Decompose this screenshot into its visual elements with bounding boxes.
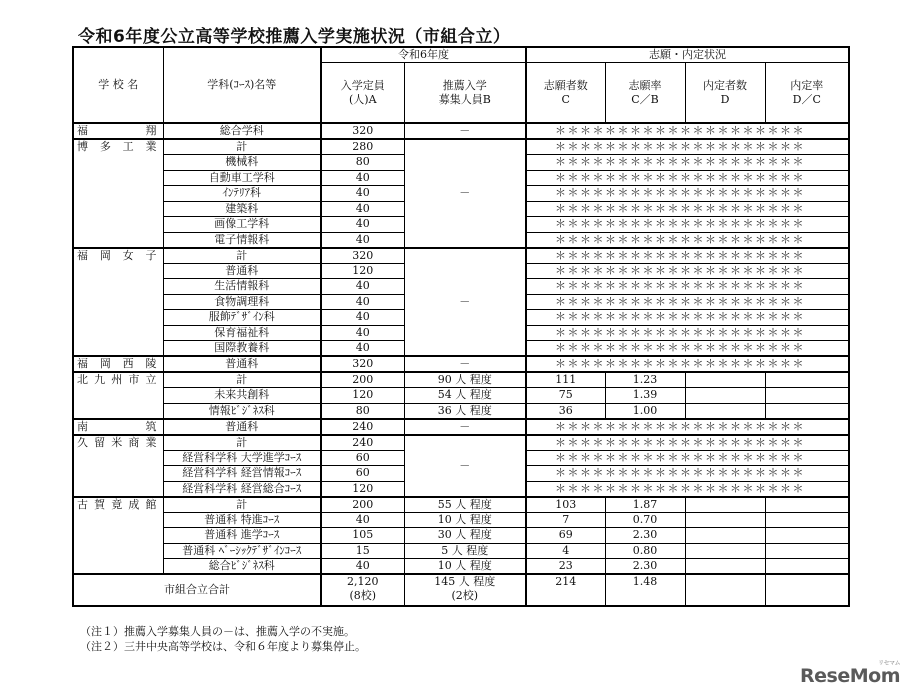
- decided-rate-value: [765, 403, 849, 419]
- resemom-logo: [800, 660, 900, 687]
- decided-value: [685, 372, 765, 388]
- recruit-value: 10 人 程度: [404, 559, 526, 575]
- school-name-empty: [73, 232, 163, 248]
- school-name-empty: [73, 294, 163, 310]
- applicants-value: 36: [526, 403, 605, 419]
- header-group-status: 志願・内定状況: [526, 47, 849, 63]
- recruit-value: －: [404, 123, 526, 139]
- app-rate-value: 1.23: [605, 372, 685, 388]
- table-row: [73, 356, 849, 372]
- course-name: 電子情報科: [163, 232, 321, 248]
- capacity-value: 40: [321, 279, 404, 295]
- applicants-value: 23: [526, 559, 605, 575]
- logo-text: ReseMom: [800, 665, 900, 687]
- capacity-value: 40: [321, 170, 404, 186]
- course-name: 普通科 進学ｺｰｽ: [163, 528, 321, 544]
- school-name-empty: [73, 543, 163, 559]
- school-name: 福岡西陵: [73, 356, 163, 372]
- decided-rate-value: [765, 559, 849, 575]
- applicants-value: 4: [526, 543, 605, 559]
- masked-status: ＊＊＊＊＊＊＊＊＊＊＊＊＊＊＊＊＊＊＊＊: [526, 450, 849, 466]
- app-rate-value: 1.39: [605, 388, 685, 404]
- decided-rate-value: [765, 497, 849, 513]
- masked-status: ＊＊＊＊＊＊＊＊＊＊＊＊＊＊＊＊＊＊＊＊: [526, 170, 849, 186]
- school-name-empty: [73, 388, 163, 404]
- capacity-value: 40: [321, 310, 404, 326]
- masked-status: ＊＊＊＊＊＊＊＊＊＊＊＊＊＊＊＊＊＊＊＊: [526, 419, 849, 435]
- course-name: 計: [163, 139, 321, 155]
- school-name-empty: [73, 325, 163, 341]
- capacity-value: 320: [321, 356, 404, 372]
- total-recruit: 145 人 程度 (2校): [404, 574, 526, 606]
- masked-status: ＊＊＊＊＊＊＊＊＊＊＊＊＊＊＊＊＊＊＊＊: [526, 466, 849, 482]
- school-name-empty: [73, 155, 163, 171]
- table-row: [73, 388, 849, 404]
- course-name: 計: [163, 248, 321, 264]
- applicants-value: 111: [526, 372, 605, 388]
- recruit-value: 30 人 程度: [404, 528, 526, 544]
- applicants-value: 69: [526, 528, 605, 544]
- app-rate-value: 1.00: [605, 403, 685, 419]
- school-name-empty: [73, 403, 163, 419]
- school-name-empty: [73, 512, 163, 528]
- course-name: 保育福祉科: [163, 325, 321, 341]
- course-name: 経営科学科 大学進学ｺｰｽ: [163, 450, 321, 466]
- header-school: 学 校 名: [98, 78, 139, 91]
- capacity-value: 40: [321, 559, 404, 575]
- decided-value: [685, 559, 765, 575]
- school-name-empty: [73, 528, 163, 544]
- total-applicants: 214: [526, 574, 605, 606]
- school-name-empty: [73, 450, 163, 466]
- capacity-value: 200: [321, 497, 404, 513]
- course-name: ｲﾝﾃﾘｱ科: [163, 186, 321, 202]
- course-name: 経営科学科 経営情報ｺｰｽ: [163, 466, 321, 482]
- course-name: 建築科: [163, 201, 321, 217]
- logo-tag: リセマム: [878, 660, 900, 667]
- decided-value: [685, 512, 765, 528]
- table-row: [73, 435, 849, 451]
- table-row: [73, 123, 849, 139]
- masked-status: ＊＊＊＊＊＊＊＊＊＊＊＊＊＊＊＊＊＊＊＊: [526, 232, 849, 248]
- course-name: 総合学科: [163, 123, 321, 139]
- masked-status: ＊＊＊＊＊＊＊＊＊＊＊＊＊＊＊＊＊＊＊＊: [526, 341, 849, 357]
- table-row: [73, 559, 849, 575]
- app-rate-value: 0.80: [605, 543, 685, 559]
- capacity-value: 240: [321, 435, 404, 451]
- total-label: 市組合立合計: [73, 574, 321, 606]
- capacity-value: 15: [321, 543, 404, 559]
- recruit-value: 36 人 程度: [404, 403, 526, 419]
- recruit-value: －: [404, 248, 526, 357]
- course-name: 経営科学科 経営総合ｺｰｽ: [163, 481, 321, 497]
- applicants-value: 75: [526, 388, 605, 404]
- admission-table: [72, 46, 850, 607]
- total-decided-rate: [765, 574, 849, 606]
- table-row: [73, 248, 849, 264]
- total-row: [73, 574, 849, 606]
- course-name: 計: [163, 435, 321, 451]
- capacity-value: 60: [321, 450, 404, 466]
- school-name-empty: [73, 263, 163, 279]
- school-name-empty: [73, 279, 163, 295]
- masked-status: ＊＊＊＊＊＊＊＊＊＊＊＊＊＊＊＊＊＊＊＊: [526, 201, 849, 217]
- header-course: 学科(ｺｰｽ)名等: [163, 47, 321, 123]
- table-row: [73, 372, 849, 388]
- course-name: 情報ﾋﾞｼﾞﾈｽ科: [163, 403, 321, 419]
- decided-value: [685, 497, 765, 513]
- capacity-value: 320: [321, 248, 404, 264]
- capacity-value: 40: [321, 325, 404, 341]
- note-2: （注２）三井中央高等学校は、令和６年度より募集停止。: [80, 640, 366, 653]
- masked-status: ＊＊＊＊＊＊＊＊＊＊＊＊＊＊＊＊＊＊＊＊: [526, 481, 849, 497]
- school-name: 福岡女子: [73, 248, 163, 264]
- total-decided: [685, 574, 765, 606]
- recruit-value: 54 人 程度: [404, 388, 526, 404]
- header-decided: 内定者数 D: [685, 63, 765, 123]
- decided-rate-value: [765, 543, 849, 559]
- capacity-value: 40: [321, 341, 404, 357]
- decided-value: [685, 543, 765, 559]
- capacity-value: 40: [321, 232, 404, 248]
- course-name: 普通科 特進ｺｰｽ: [163, 512, 321, 528]
- course-name: 普通科 ﾍﾞｰｼｯｸﾃﾞｻﾞｲﾝｺｰｽ: [163, 543, 321, 559]
- school-name: 南 筑: [73, 419, 163, 435]
- decided-value: [685, 528, 765, 544]
- capacity-value: 105: [321, 528, 404, 544]
- masked-status: ＊＊＊＊＊＊＊＊＊＊＊＊＊＊＊＊＊＊＊＊: [526, 325, 849, 341]
- masked-status: ＊＊＊＊＊＊＊＊＊＊＊＊＊＊＊＊＊＊＊＊: [526, 123, 849, 139]
- recruit-value: －: [404, 419, 526, 435]
- course-name: 生活情報科: [163, 279, 321, 295]
- course-name: 画像工学科: [163, 217, 321, 233]
- capacity-value: 40: [321, 186, 404, 202]
- header-group-r6: 令和6年度: [321, 47, 526, 63]
- course-name: 総合ﾋﾞｼﾞﾈｽ科: [163, 559, 321, 575]
- school-name-empty: [73, 186, 163, 202]
- applicants-value: 7: [526, 512, 605, 528]
- recruit-value: －: [404, 139, 526, 248]
- header-applicants: 志願者数 C: [526, 63, 605, 123]
- capacity-value: 120: [321, 388, 404, 404]
- page-title: 令和6年度公立高等学校推薦入学実施状況（市組合立）: [78, 27, 511, 47]
- masked-status: ＊＊＊＊＊＊＊＊＊＊＊＊＊＊＊＊＊＊＊＊: [526, 155, 849, 171]
- school-name-empty: [73, 341, 163, 357]
- masked-status: ＊＊＊＊＊＊＊＊＊＊＊＊＊＊＊＊＊＊＊＊: [526, 248, 849, 264]
- course-name: 普通科: [163, 356, 321, 372]
- capacity-value: 40: [321, 294, 404, 310]
- table-row: [73, 497, 849, 513]
- course-name: 計: [163, 372, 321, 388]
- recruit-value: 90 人 程度: [404, 372, 526, 388]
- app-rate-value: 1.87: [605, 497, 685, 513]
- header-capacity: 入学定員 (人)A: [321, 63, 404, 123]
- masked-status: ＊＊＊＊＊＊＊＊＊＊＊＊＊＊＊＊＊＊＊＊: [526, 356, 849, 372]
- header-app-rate: 志願率 C／B: [605, 63, 685, 123]
- table-row: [73, 512, 849, 528]
- course-name: 未来共創科: [163, 388, 321, 404]
- school-name-empty: [73, 466, 163, 482]
- course-name: 機械科: [163, 155, 321, 171]
- capacity-value: 40: [321, 201, 404, 217]
- table-row: [73, 139, 849, 155]
- decided-rate-value: [765, 512, 849, 528]
- school-name: 久留米商業: [73, 435, 163, 451]
- table-row: [73, 543, 849, 559]
- masked-status: ＊＊＊＊＊＊＊＊＊＊＊＊＊＊＊＊＊＊＊＊: [526, 279, 849, 295]
- table-row: [73, 403, 849, 419]
- masked-status: ＊＊＊＊＊＊＊＊＊＊＊＊＊＊＊＊＊＊＊＊: [526, 294, 849, 310]
- masked-status: ＊＊＊＊＊＊＊＊＊＊＊＊＊＊＊＊＊＊＊＊: [526, 435, 849, 451]
- total-app-rate: 1.48: [605, 574, 685, 606]
- masked-status: ＊＊＊＊＊＊＊＊＊＊＊＊＊＊＊＊＊＊＊＊: [526, 139, 849, 155]
- capacity-value: 120: [321, 481, 404, 497]
- capacity-value: 240: [321, 419, 404, 435]
- school-name: 福 翔: [73, 123, 163, 139]
- masked-status: ＊＊＊＊＊＊＊＊＊＊＊＊＊＊＊＊＊＊＊＊: [526, 217, 849, 233]
- course-name: 国際教養科: [163, 341, 321, 357]
- school-name-empty: [73, 201, 163, 217]
- course-name: 食物調理科: [163, 294, 321, 310]
- capacity-value: 200: [321, 372, 404, 388]
- course-name: 自動車工学科: [163, 170, 321, 186]
- recruit-value: 55 人 程度: [404, 497, 526, 513]
- capacity-value: 40: [321, 512, 404, 528]
- decided-rate-value: [765, 372, 849, 388]
- recruit-value: －: [404, 435, 526, 497]
- app-rate-value: 2.30: [605, 528, 685, 544]
- masked-status: ＊＊＊＊＊＊＊＊＊＊＊＊＊＊＊＊＊＊＊＊: [526, 310, 849, 326]
- course-name: 計: [163, 497, 321, 513]
- decided-rate-value: [765, 388, 849, 404]
- school-name-empty: [73, 310, 163, 326]
- capacity-value: 80: [321, 403, 404, 419]
- school-name-empty: [73, 217, 163, 233]
- app-rate-value: 0.70: [605, 512, 685, 528]
- recruit-value: 5 人 程度: [404, 543, 526, 559]
- header-recruit: 推薦入学 募集人員B: [404, 63, 526, 123]
- capacity-value: 60: [321, 466, 404, 482]
- school-name-empty: [73, 481, 163, 497]
- course-name: 普通科: [163, 263, 321, 279]
- total-capacity: 2,120 (8校): [321, 574, 404, 606]
- decided-value: [685, 403, 765, 419]
- recruit-value: 10 人 程度: [404, 512, 526, 528]
- note-1: （注１）推薦入学募集人員の－は、推薦入学の不実施。: [80, 625, 355, 638]
- masked-status: ＊＊＊＊＊＊＊＊＊＊＊＊＊＊＊＊＊＊＊＊: [526, 263, 849, 279]
- footnotes: [80, 624, 366, 654]
- recruit-value: －: [404, 356, 526, 372]
- decided-rate-value: [765, 528, 849, 544]
- school-name: 古賀竟成館: [73, 497, 163, 513]
- header-decided-rate: 内定率 D／C: [765, 63, 849, 123]
- capacity-value: 280: [321, 139, 404, 155]
- school-name-empty: [73, 170, 163, 186]
- capacity-value: 40: [321, 217, 404, 233]
- school-name: 北九州市立: [73, 372, 163, 388]
- capacity-value: 80: [321, 155, 404, 171]
- capacity-value: 320: [321, 123, 404, 139]
- applicants-value: 103: [526, 497, 605, 513]
- table-row: [73, 528, 849, 544]
- table-row: [73, 419, 849, 435]
- course-name: 普通科: [163, 419, 321, 435]
- school-name: 博多工業: [73, 139, 163, 155]
- app-rate-value: 2.30: [605, 559, 685, 575]
- decided-value: [685, 388, 765, 404]
- course-name: 服飾ﾃﾞｻﾞｲﾝ科: [163, 310, 321, 326]
- school-name-empty: [73, 559, 163, 575]
- masked-status: ＊＊＊＊＊＊＊＊＊＊＊＊＊＊＊＊＊＊＊＊: [526, 186, 849, 202]
- capacity-value: 120: [321, 263, 404, 279]
